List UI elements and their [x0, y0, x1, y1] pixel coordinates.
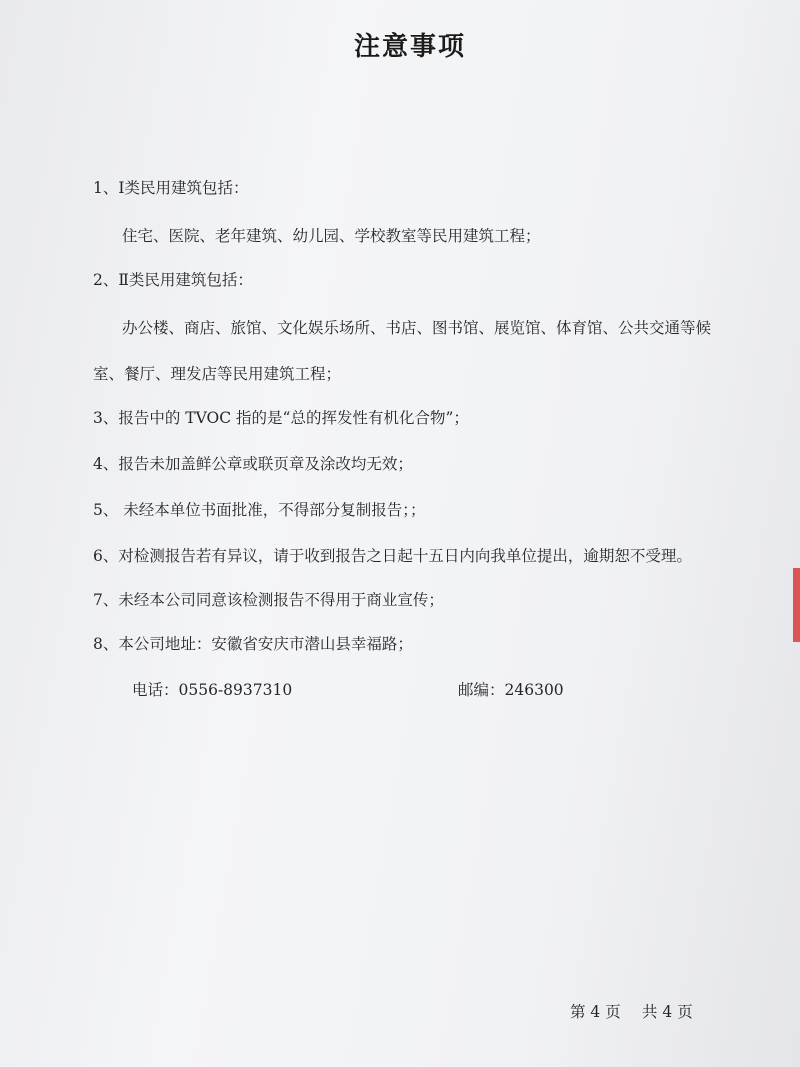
item-6: 6、对检测报告若有异议，请于收到报告之日起十五日内向我单位提出，逾期恕不受理。: [93, 547, 692, 565]
red-edge-mark: [793, 568, 800, 642]
item-1-content: 住宅、医院、老年建筑、幼儿园、学校教室等民用建筑工程；: [122, 227, 541, 245]
item-2-heading: 2、Ⅱ类民用建筑包括：: [93, 271, 253, 289]
contact-phone: 电话：0556-8937310: [132, 681, 293, 699]
item-3: 3、报告中的 TVOC 指的是“总的挥发性有机化合物”；: [93, 409, 469, 427]
item-5: 5、 未经本单位书面批准，不得部分复制报告；；: [93, 501, 426, 519]
contact-postcode: 邮编：246300: [458, 681, 564, 699]
item-2-content: 办公楼、商店、旅馆、文化娱乐场所、书店、图书馆、展览馆、体育馆、公共交通等候: [122, 319, 712, 337]
item-1-heading: 1、Ⅰ类民用建筑包括：: [93, 179, 249, 197]
item-2-content-cont: 室、餐厅、理发店等民用建筑工程；: [93, 365, 342, 383]
item-8: 8、本公司地址：安徽省安庆市潜山县幸福路；: [93, 635, 413, 653]
item-4: 4、报告未加盖鲜公章或联页章及涂改均无效；: [93, 455, 413, 473]
footer-page-number: 第 4 页: [570, 1003, 621, 1021]
item-7: 7、未经本公司同意该检测报告不得用于商业宣传；: [93, 591, 444, 609]
footer-total-pages: 共 4 页: [642, 1003, 693, 1021]
page-title: 注意事项: [353, 32, 466, 62]
